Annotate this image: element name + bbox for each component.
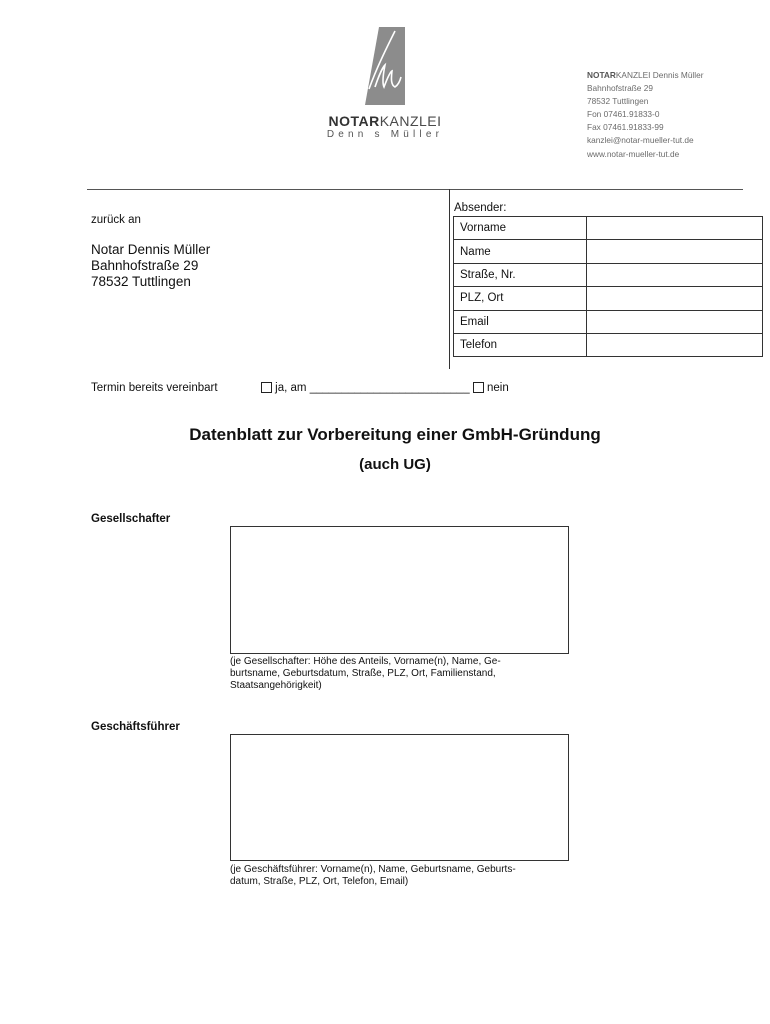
- email-field[interactable]: [587, 310, 763, 333]
- return-label: zurück an: [91, 214, 141, 226]
- sender-field-label: Vorname: [454, 217, 587, 240]
- shareholders-input-box[interactable]: [230, 526, 569, 654]
- contact-name-bold: NOTAR: [587, 70, 616, 80]
- logo-subline: Denn s Müller: [326, 129, 444, 140]
- appointment-yes-label: ja, am: [275, 382, 307, 394]
- shareholders-hint: [230, 656, 560, 692]
- sender-row: [454, 263, 763, 286]
- contact-city: 78532 Tuttlingen: [587, 96, 649, 107]
- sender-field-label: Telefon: [454, 333, 587, 356]
- contact-name-rest: KANZLEI Dennis Müller: [615, 70, 704, 80]
- sender-row: [454, 240, 763, 263]
- page-title: Datenblatt zur Vorbereitung einer GmbH-Gründung: [189, 425, 601, 444]
- address-line-street: Bahnhofstraße 29: [91, 257, 199, 273]
- contact-name: [587, 69, 704, 82]
- contact-website[interactable]: www.notar-mueller-tut.de: [587, 148, 680, 159]
- appointment-no-label: nein: [487, 382, 509, 394]
- appointment-no-checkbox[interactable]: [473, 382, 484, 393]
- sender-field-label: Straße, Nr.: [454, 263, 587, 286]
- directors-hint-line: (je Geschäftsführer: Vorname(n), Name, Geburtsname, Geburts-: [230, 864, 516, 875]
- appointment-row: [91, 382, 509, 394]
- contact-phone: Fon 07461.91833-0: [587, 109, 660, 120]
- header-divider: [87, 189, 743, 190]
- sender-table: [453, 216, 763, 357]
- page-subtitle: (auch UG): [359, 456, 431, 473]
- sender-row: [454, 310, 763, 333]
- appointment-date-blank[interactable]: _________________________: [309, 382, 470, 394]
- notary-logo-mark: [365, 27, 405, 105]
- sender-field-label: PLZ, Ort: [454, 287, 587, 310]
- contact-fax: Fax 07461.91833-99: [587, 122, 664, 133]
- return-address: [91, 242, 210, 289]
- directors-hint: [230, 864, 560, 888]
- shareholders-label: Gesellschafter: [91, 513, 171, 525]
- shareholders-hint-line: Staatsangehörigkeit): [230, 680, 322, 691]
- logo-word-bold: NOTAR: [328, 113, 380, 129]
- address-sender-divider: [449, 189, 450, 369]
- contact-street: Bahnhofstraße 29: [587, 83, 653, 94]
- contact-email[interactable]: kanzlei@notar-mueller-tut.de: [587, 135, 694, 146]
- sender-row: [454, 333, 763, 356]
- sender-field-label: Email: [454, 310, 587, 333]
- logo-wordmark: [300, 113, 470, 129]
- sender-row: [454, 217, 763, 240]
- address-line-name: Notar Dennis Müller: [91, 242, 211, 257]
- first-name-field[interactable]: [587, 217, 763, 240]
- directors-input-box[interactable]: [230, 734, 569, 861]
- sender-field-label: Name: [454, 240, 587, 263]
- shareholders-hint-line: (je Gesellschafter: Höhe des Anteils, Vorname(n), Name, Ge-: [230, 656, 501, 667]
- logo-word-rest: KANZLEI: [379, 113, 442, 129]
- zip-city-field[interactable]: [587, 287, 763, 310]
- appointment-yes-checkbox[interactable]: [261, 382, 272, 393]
- address-line-city: 78532 Tuttlingen: [91, 273, 191, 289]
- directors-hint-line: datum, Straße, PLZ, Ort, Telefon, Email): [230, 876, 409, 887]
- last-name-field[interactable]: [587, 240, 763, 263]
- appointment-label: Termin bereits vereinbart: [91, 382, 218, 394]
- letterhead-contact: [587, 69, 704, 161]
- phone-field[interactable]: [587, 333, 763, 356]
- sender-label: Absender:: [454, 202, 507, 214]
- shareholders-hint-line: burtsname, Geburtsdatum, Straße, PLZ, Ort, Familienstand,: [230, 668, 496, 679]
- sender-row: [454, 287, 763, 310]
- directors-label: Geschäftsführer: [91, 721, 180, 733]
- street-field[interactable]: [587, 263, 763, 286]
